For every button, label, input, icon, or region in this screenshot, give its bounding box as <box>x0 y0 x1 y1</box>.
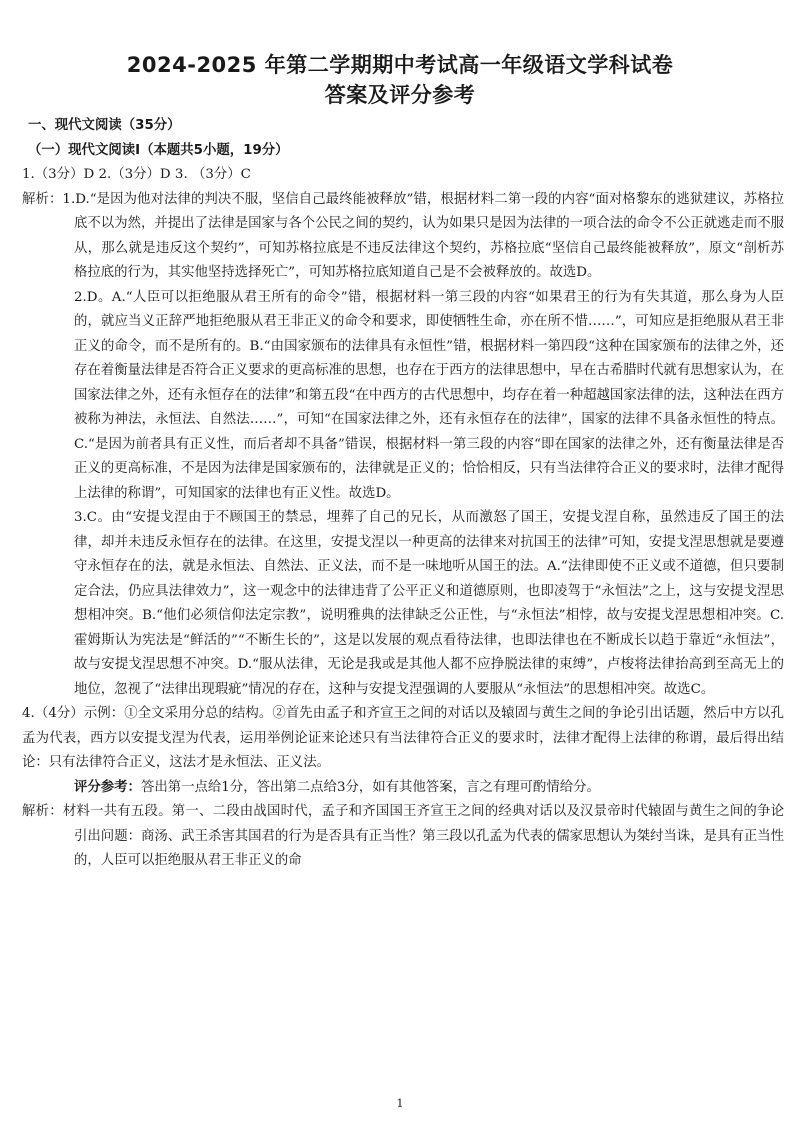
section-heading: 一、现代文阅读（35分） <box>28 118 181 133</box>
analysis-label: 解析： <box>22 191 63 207</box>
q1-analysis-text: 1.D.“是因为他对法律的判决不服，坚信自己最终能被释放”错，根据材料二第一段的内容“面对格黎东的逃狱建议，苏格拉底不以为然，并提出了法律是国家与各个公民之间的契约，认为如果只是因为法律的一项合法的命令不公正就逃走而不服从，那么就是违反这个契约”，可知苏格拉底是不违反法律这个契约，苏格拉底“坚信自己最终能被释放”，原文“剖析苏格拉底的行为，其实他坚持选择死亡”，可知苏格拉底知道自己是不会被释放的。故选D。 <box>62 191 785 280</box>
scoring-label: 评分参考： <box>74 779 141 795</box>
q2-analysis-paragraph: 2.D。A.“人臣可以拒绝服从君王所有的命令”错，根据材料一第三段的内容“如果君王的行为有失其道，那么身为人臣的，就应当义正辞严地拒绝服从君王非正义的命令和要求，即使牺牲生命，亦在所不惜……”，可知应是拒绝服从君王非正义的命令，而不是所有的。B.“由国家颁布的法律具有永恒性”错，根据材料一第四段“这种在国家颁布的法律之外，还存在着衡量法律是否符合正义要求的更高标准的思想，也存在于西方的法律思想中，早在古希腊时代就有思想家认为，在国家法律之外，还有永恒存在的法律”和第五段“在中西方的古代思想中，均存在着一种超越国家法律的法，这种法在西方被称为神法，永恒法、自然法……”，可知“在国家法律之外，还有永恒存在的法律”，国家的法律不具备永恒性的特点。C.“是因为前者具有正义性，而后者却不具备”错误，根据材料一第三段的内容“即在国家的法律之外，还有衡量法律是否正义的更高标准，不是因为法律是国家颁布的，法律就是正义的；恰恰相反，只有当法律符合正义的要求时，法律才配得上法律的称谓”，可知国家的法律也有正义性。故选D。 <box>74 289 784 501</box>
scoring-text: 答出第一点给1分，答出第二点给3分，如有其他答案，言之有理可酌情给分。 <box>140 779 600 795</box>
q4-analysis-text: 材料一共有五段。第一、二段由战国时代，孟子和齐国国王齐宣王之间的经典对话以及汉景帝时代辕固与黄生之间的争论引出问题：商汤、武王杀害其国君的行为是否具有正当性？第三段以孔孟为代表的儒家思想认为桀纣当诛，是具有正当性的，人臣可以拒绝服从君王非正义的命 <box>62 804 785 868</box>
document-subtitle: 答案及评分参考 <box>324 83 476 107</box>
q4-answer-paragraph: 4.（4分）示例：①全文采用分总的结构。②首先由孟子和齐宣王之间的对话以及辕固与黄生之间的争论引出话题，然后中方以孔孟为代表，西方以安提戈涅为代表，运用举例论证来论述只有当法律符合正义的要求时，法律才配得上法律的称谓，最后得出结论：只有法律符合正义，这法才是永恒法、正义法。 <box>22 706 784 770</box>
q4-scoring-paragraph <box>22 776 784 801</box>
subsection-heading: （一）现代文阅读Ⅰ（本题共5小题，19分） <box>28 142 289 158</box>
document-title: 2024-2025 年第二学期期中考试高一年级语文学科试卷 <box>126 53 674 77</box>
page-number: 1 <box>396 1097 404 1110</box>
answers-line: 1.（3分）D 2.（3分）D 3. （3分）C <box>22 167 251 182</box>
q1-analysis-paragraph <box>22 188 784 286</box>
analysis-label-2: 解析： <box>22 804 63 819</box>
q4-analysis-paragraph <box>22 800 784 874</box>
document-body <box>22 114 784 874</box>
q3-analysis-paragraph: 3.C。由“安提戈涅由于不顾国王的禁忌，埋葬了自己的兄长，从而激怒了国王，安提戈涅自称，虽然违反了国王的法律，却并未违反永恒存在的法律。在这里，安提戈涅以一种更高的法律来对抗国王的法律”可知，安提戈涅思想就是要遵守永恒存在的法，就是永恒法、自然法、正义法，而不是一味地听从国王的法。A.“法律即使不正义或不道德，但只要制定合法，仍应具法律效力”，这一观念中的法律违背了公平正义和道德原则，也即凌驾于“永恒法”之上，这与安提戈涅思想相冲突。B.“他们必须信仰法定宗教”，说明雅典的法律缺乏公正性，与“永恒法”相悖，故与安提戈涅思想相冲突。C. 霍姆斯认为宪法是“鲜活的”“不断生长的”，这是以发展的观点看待法律，也即法律也在不断成长以趋于靠近“永恒法”，故与安提戈涅思想不冲突。D.“服从法律，无论是我或是其他人都不应挣脱法律的束缚”，卢梭将法律抬高到至高无上的地位，忽视了“法律出现瑕疵”情况的存在，这种与安提戈涅强调的人要服从“永恒法”的思想相冲突。故选C。 <box>74 510 784 697</box>
